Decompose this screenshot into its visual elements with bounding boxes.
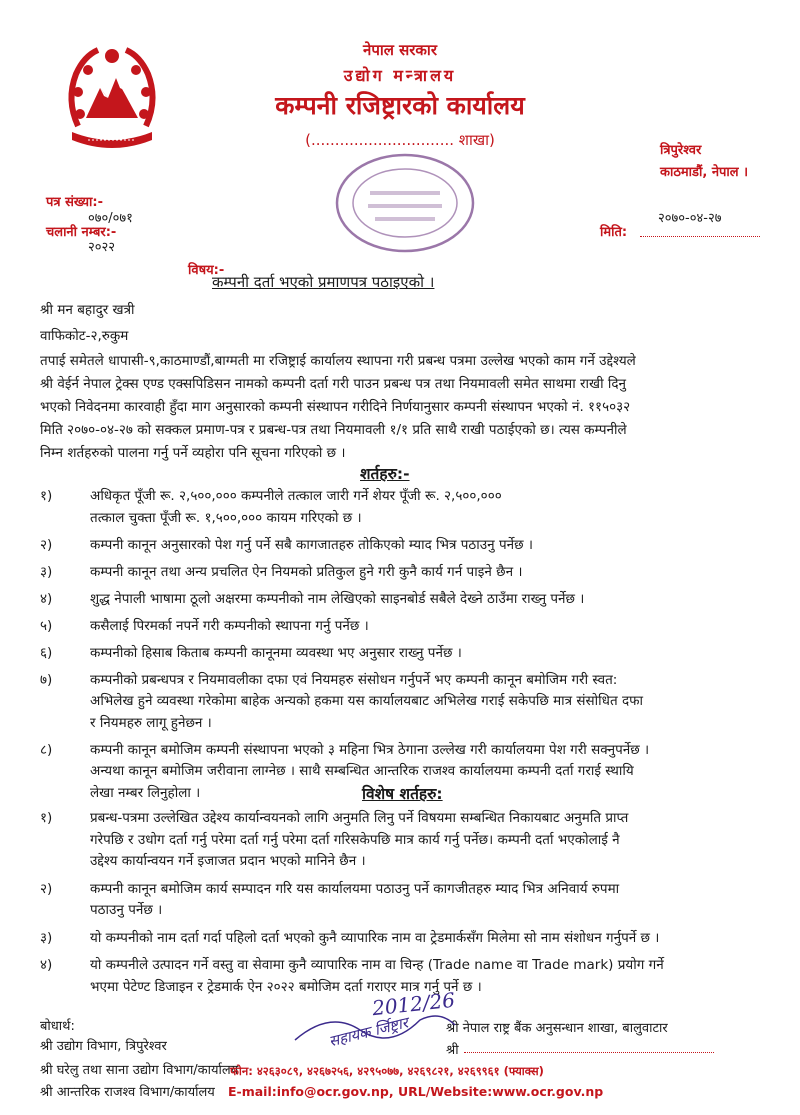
location-line1: त्रिपुरेश्वर [660, 143, 702, 158]
chalani-value: २०२२ [88, 240, 116, 255]
condition-line: प्रबन्ध-पत्रमा उल्लेखित उद्देश्य कार्यान्वयनको लागि अनुमति लिनु पर्ने विषयमा सम्बन्धित निकायबाट अनुमति प्राप्त [90, 810, 629, 826]
phone-line: फोन: ४२६३०८९, ४२६७२५६, ४२९५०७७, ४२६९८२१, ४२६९९६१ (फ्याक्स) [230, 1064, 544, 1078]
condition-text [90, 562, 780, 584]
conditions-title: शर्तहरु:- [360, 465, 410, 483]
condition-text [90, 670, 780, 735]
condition-text [90, 808, 780, 873]
body-line: मिति २०७०-०४-२७ को सक्कल प्रमाण-पत्र र प्रबन्ध-पत्र तथा नियमावली १/१ प्रति साथै राखी पठाईएको छ। त्यस कम्पनीले [40, 422, 627, 438]
office-title: कम्पनी रजिष्ट्रारको कार्यालय [275, 91, 525, 120]
condition-line: कम्पनी कानून अनुसारको पेश गर्नु पर्ने सबै कागजातहरु तोकिएको म्याद भित्र पठाउनु पर्नेछ । [90, 536, 533, 553]
condition-line: अन्यथा कानून बमोजिम जरीवाना लाग्नेछ । साथै सम्बन्धित आन्तरिक राजश्व कार्यालयमा कम्पनी दर्ता गराई स्थायि [90, 763, 634, 779]
cc-nrb: श्री नेपाल राष्ट्र बैंक अनुसन्धान शाखा, बालुवाटार [446, 1021, 668, 1036]
special-conditions-title: विशेष शर्तहरु: [362, 785, 443, 803]
nepal-emblem-icon [58, 40, 166, 158]
date-dotline [640, 236, 760, 237]
condition-line: यो कम्पनीको नाम दर्ता गर्दा पहिलो दर्ता भएको कुनै व्यापारिक नाम वा ट्रेडमार्कसँग मिलेमा सो नाम संशोधन गर्नुपर्ने छ । [90, 929, 660, 946]
branch-line: (.............................. शाखा) [305, 131, 495, 149]
condition-number: ८) [40, 741, 53, 758]
ministry-line: उद्योग मन्त्रालय [343, 66, 457, 85]
govt-line: नेपाल सरकार [363, 41, 437, 59]
condition-text [90, 486, 780, 529]
patra-label: पत्र संख्या:- [46, 195, 103, 210]
condition-line: कम्पनी कानून बमोजिम कम्पनी संस्थापना भएको ३ महिना भित्र ठेगाना उल्लेख गरी कार्यालयमा पेश गरी सक्नुपर्नेछ । [90, 741, 650, 758]
condition-line: लेखा नम्बर लिनुहोला । [90, 784, 201, 801]
condition-text [90, 643, 780, 665]
body-line: भएको निवेदनमा कारवाही हुँदा माग अनुसारको कम्पनी संस्थापन गरीदिने निर्णयानुसार कम्पनी संस्थापन भएको नं. ११५०३२ [40, 399, 631, 415]
body-line: श्री वेईर्न नेपाल ट्रेक्स एण्ड एक्सपिडिसन नामको कम्पनी दर्ता गरी पाउन प्रबन्ध पत्र तथा नियमावली समेत साथमा राखी दिनु [40, 376, 627, 392]
cc-other: श्री [446, 1043, 459, 1058]
condition-line: शुद्ध नेपाली भाषामा ठूलो अक्षरमा कम्पनीको नाम लेखिएको साइनबोर्ड सबैले देख्ने ठाउँमा राख्नु पर्नेछ । [90, 590, 585, 607]
condition-text [90, 879, 780, 922]
location-line2: काठमाडौं, नेपाल । [660, 165, 749, 180]
recipient-address: वाफिकोट-२,रुकुम [40, 328, 129, 344]
condition-number: ३) [40, 563, 53, 580]
cc-industry-dept: श्री उद्योग विभाग, त्रिपुरेश्वर [40, 1039, 167, 1054]
condition-line: तत्काल चुक्ता पूँजी रू. १,५००,००० कायम गरिएको छ । [90, 509, 362, 526]
condition-number: २) [40, 880, 53, 897]
handwritten-designation: सहायक र्जिष्ट्रार [327, 1013, 410, 1051]
condition-text [90, 928, 780, 950]
condition-line: कसैलाई पिरमर्का नपर्ने गरी कम्पनीको स्थापना गर्नु पर्नेछ । [90, 617, 369, 634]
office-stamp [330, 148, 480, 258]
condition-text [90, 616, 780, 638]
condition-number: १) [40, 488, 53, 504]
recipient-name: श्री मन बहादुर खत्री [40, 302, 135, 318]
signature-numbers: 2012/26 [370, 987, 457, 1021]
condition-number: ३) [40, 929, 53, 946]
condition-line: कम्पनी कानून बमोजिम कार्य सम्पादन गरि यस कार्यालयमा पठाउनु पर्ने कागजीतहरु म्याद भित्र अनिवार्य रुपमा [90, 880, 620, 897]
condition-number: ६) [40, 644, 53, 661]
condition-text [90, 589, 780, 611]
body-paragraph [40, 350, 770, 465]
condition-line: यो कम्पनीले उत्पादन गर्ने वस्तु वा सेवामा कुनै व्यापारिक नाम वा चिन्ह (Trade name वा Trade mark) प्रयोग गर्ने [90, 957, 664, 973]
condition-line: कम्पनीको हिसाब किताब कम्पनी कानूनमा व्यवस्था भए अनुसार राख्नु पर्नेछ । [90, 644, 462, 661]
condition-line: कम्पनी कानून तथा अन्य प्रचलित ऐन नियमको प्रतिकुल हुने गरी कुनै कार्य गर्न पाइने छैन । [90, 563, 523, 580]
web-line: E-mail:info@ocr.gov.np, URL/Website:www.ocr.gov.np [228, 1084, 604, 1099]
condition-line: उद्देश्य कार्यान्वयन गर्ने इजाजत प्रदान भएको मानिने छैन । [90, 853, 366, 869]
condition-number: २) [40, 536, 53, 553]
cc-cottage-dept: श्री घरेलु तथा साना उद्योग विभाग/कार्यालय [40, 1063, 239, 1078]
chalani-label: चलानी नम्बर:- [46, 225, 117, 240]
condition-line: अभिलेख हुने व्यवस्था गरेकोमा बाहेक अन्यको हकमा यस कार्यालयबाट अभिलेख गराई सकेपछि मात्र संसोधित दफा [90, 693, 644, 709]
cc-dotline [464, 1052, 714, 1053]
condition-line: कम्पनीको प्रबन्धपत्र र नियमावलीका दफा एवं नियमहरु संसोधन गर्नुपर्ने भए कम्पनी कानून बमोजिम गरी स्वत: [90, 671, 618, 688]
patra-value: ०७०/०७१ [88, 211, 133, 226]
bodharth-label: बोधार्थ: [40, 1019, 75, 1034]
date-value: २०७०-०४-२७ [658, 211, 722, 226]
condition-number: ४) [40, 957, 53, 973]
condition-line: भएमा पेटेण्ट डिजाइन र ट्रेडमार्क ऐन २०२२ बमोजिम दर्ता गराएर मात्र गर्नु पर्ने छ । [90, 978, 482, 995]
condition-number: ७) [40, 671, 53, 688]
condition-number: १) [40, 810, 53, 826]
condition-line: अधिकृत पूँजी रू. २,५००,००० कम्पनीले तत्काल जारी गर्ने शेयर पूँजी रू. २,५००,००० [90, 488, 502, 504]
condition-line: गरेपछि र उधोग दर्ता गर्नु परेमा दर्ता गर्नु परेमा दर्ता गरिसकेपछि मात्र कार्य गर्नु पर्नेछ। कम्पनी दर्ता भएकोलाई नै [90, 831, 620, 848]
subject-text: कम्पनी दर्ता भएको प्रमाणपत्र पठाइएको । [212, 273, 435, 291]
condition-text [90, 535, 780, 557]
cc-revenue-dept: श्री आन्तरिक राजश्व विभाग/कार्यालय [40, 1085, 215, 1100]
body-line: तपाई समेतले धापासी-९,काठमाण्डौं,बाग्मती मा रजिष्ट्राई कार्यालय स्थापना गरी प्रबन्ध पत्रमा उल्लेख भएको काम गर्ने उद्देश्यले [40, 353, 636, 369]
condition-number: ५) [40, 617, 53, 634]
condition-line: र नियमहरु लागू हुनेछन । [90, 714, 212, 731]
signature-scribble-icon [290, 1000, 460, 1050]
body-line: निम्न शर्तहरुको पालना गर्नु पर्ने व्यहोरा पनि सूचना गरिएको छ । [40, 445, 346, 461]
condition-number: ४) [40, 590, 53, 607]
condition-line: पठाउनु पर्नेछ । [90, 902, 163, 918]
subject-label: विषय:- [188, 263, 225, 278]
date-label: मिति: [600, 225, 628, 240]
